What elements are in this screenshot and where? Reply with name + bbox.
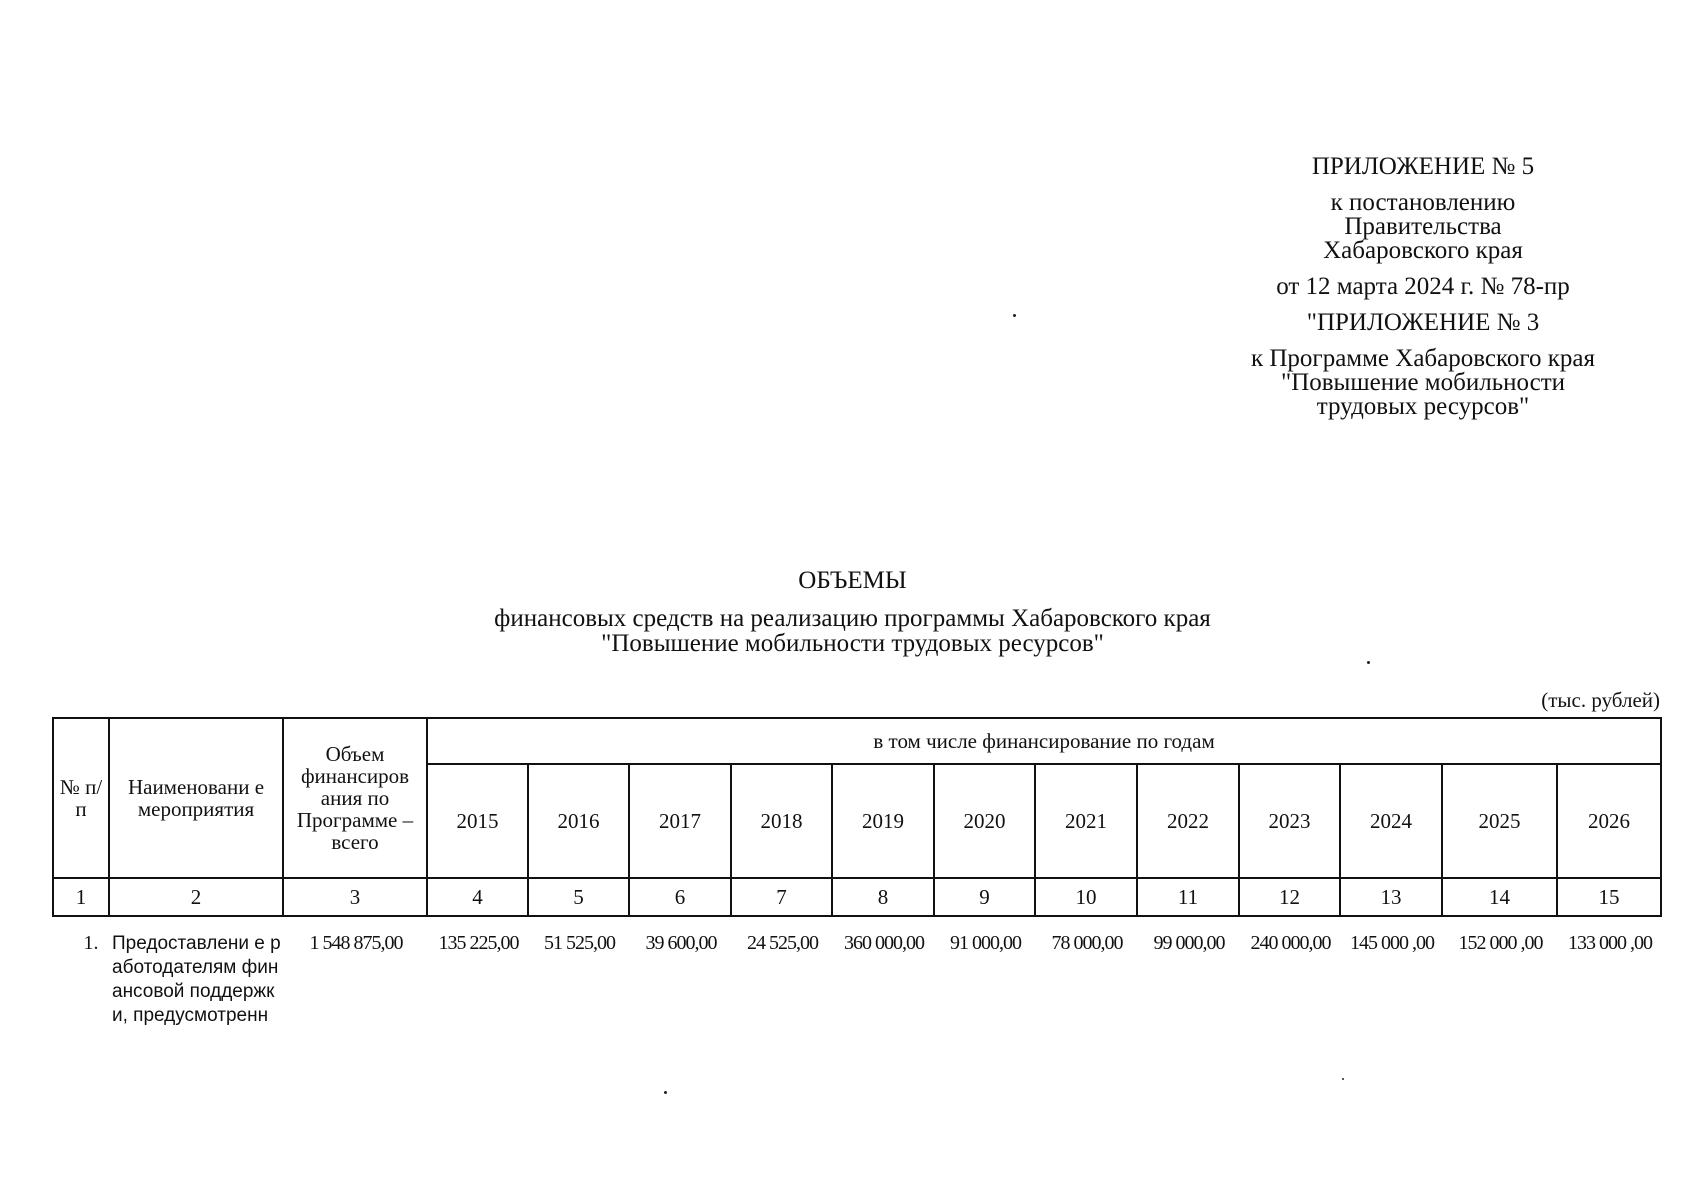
- column-number: 13: [1340, 878, 1442, 916]
- column-number: 8: [832, 878, 934, 916]
- row-value: 99 000,00: [1153, 932, 1225, 954]
- document-subtitle: [430, 606, 1275, 656]
- title-sub-line1: финансовых средств на реализацию программы Хабаровского края: [494, 605, 1211, 632]
- header-total: Объем финансиров ания по Программе – всего: [283, 718, 427, 878]
- header-name: Наименовани е мероприятия: [109, 718, 283, 878]
- row-value: 24 525,00: [747, 932, 818, 954]
- column-number: 6: [629, 878, 731, 916]
- column-number: 11: [1137, 878, 1239, 916]
- appendix-ref-line: Хабаровского края: [1323, 237, 1523, 264]
- column-number: 2: [109, 878, 283, 916]
- row-value: 39 600,00: [645, 932, 717, 954]
- row-value: 135 225,00: [438, 932, 519, 954]
- appendix-number: ПРИЛОЖЕНИЕ № 5: [1311, 153, 1535, 180]
- row-number: 1.: [83, 932, 99, 954]
- column-number: 15: [1557, 878, 1661, 916]
- header-year: 2015: [427, 764, 528, 878]
- header-year: 2019: [832, 764, 934, 878]
- appendix-date-line: от 12 марта 2024 г. № 78-пр: [1276, 273, 1570, 300]
- document-title: [430, 568, 1275, 593]
- column-number: 12: [1239, 878, 1340, 916]
- scan-speck: [664, 1091, 667, 1094]
- column-number: 3: [283, 878, 427, 916]
- row-value: 78 000,00: [1051, 932, 1123, 954]
- row-name: Предоставлени е работодателям финансовой поддержки, предусмотренн: [112, 933, 281, 1026]
- units-label: (тыс. рублей): [1541, 688, 1660, 712]
- appendix-header: [1188, 155, 1658, 419]
- row-value: 152 000 ,00: [1458, 932, 1543, 954]
- column-number: 4: [427, 878, 528, 916]
- row-value: 360 000,00: [844, 932, 924, 954]
- title-main: ОБЪЕМЫ: [798, 567, 907, 594]
- appendix-ref-line: Правительства: [1344, 213, 1502, 240]
- header-year: 2026: [1557, 764, 1661, 878]
- scan-speck: [1342, 1078, 1344, 1080]
- header-years-group: в том числе финансирование по годам: [427, 718, 1661, 764]
- column-number: 14: [1442, 878, 1557, 916]
- header-year: 2025: [1442, 764, 1557, 878]
- header-year: 2017: [629, 764, 731, 878]
- header-year: 2021: [1035, 764, 1137, 878]
- header-year: 2024: [1340, 764, 1442, 878]
- row-total: 1 548 875,00: [309, 932, 403, 954]
- column-number: 7: [731, 878, 832, 916]
- row-value: 145 000 ,00: [1350, 932, 1434, 954]
- column-number: 9: [934, 878, 1035, 916]
- column-number: 5: [528, 878, 629, 916]
- appendix-ref-line: к постановлению: [1330, 189, 1516, 216]
- title-sub-line2: "Повышение мобильности трудовых ресурсов": [601, 630, 1104, 657]
- column-number: 10: [1035, 878, 1137, 916]
- header-num: № п/п: [53, 718, 109, 878]
- row-value: 51 525,00: [544, 932, 615, 954]
- appendix-program-line: к Программе Хабаровского края: [1250, 345, 1595, 372]
- row-value: 240 000,00: [1250, 932, 1331, 954]
- appendix-program-line: трудовых ресурсов": [1316, 393, 1530, 420]
- appendix-program-number: "ПРИЛОЖЕНИЕ № 3: [1306, 309, 1540, 336]
- table-row: [52, 932, 1660, 1082]
- header-year: 2023: [1239, 764, 1340, 878]
- row-value: 91 000,00: [950, 932, 1021, 954]
- column-number: 1: [53, 878, 109, 916]
- header-year: 2016: [528, 764, 629, 878]
- header-year: 2022: [1137, 764, 1239, 878]
- header-year: 2018: [731, 764, 832, 878]
- appendix-program-line: "Повышение мобильности: [1280, 369, 1565, 396]
- row-value: 133 000 ,00: [1568, 932, 1652, 954]
- scan-speck: [1013, 314, 1016, 317]
- header-year: 2020: [934, 764, 1035, 878]
- scan-speck: [1367, 661, 1370, 664]
- financing-table: [52, 717, 1662, 917]
